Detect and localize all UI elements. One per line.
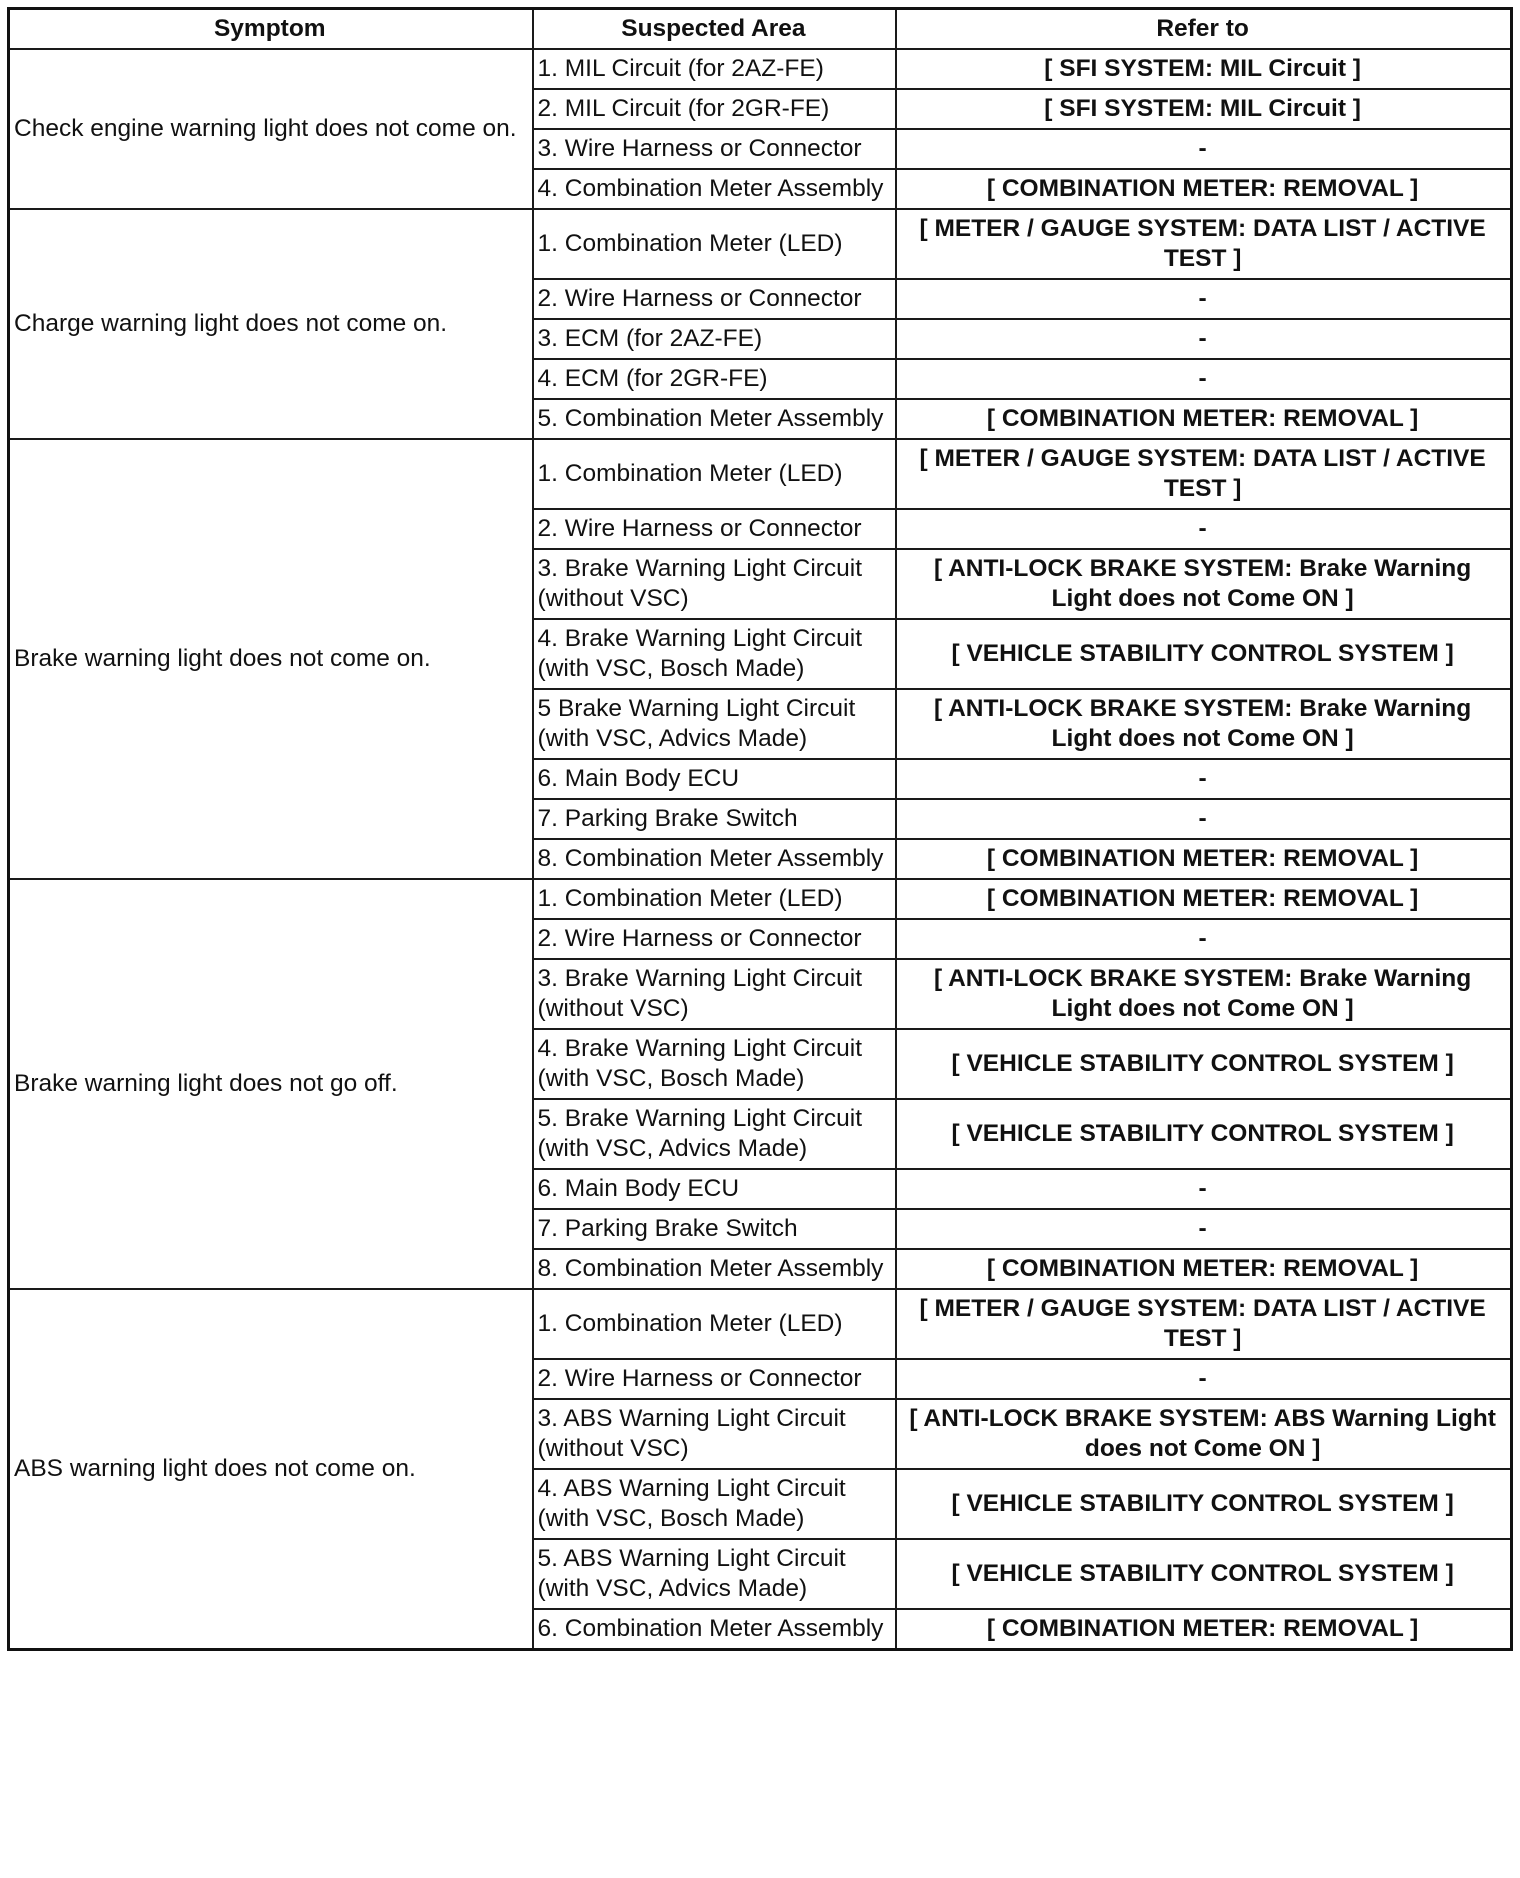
symptom-cell: Brake warning light does not go off. xyxy=(9,879,533,1289)
table-row xyxy=(9,49,1512,89)
suspected-area-cell: 2. Wire Harness or Connector xyxy=(533,279,897,319)
suspected-area-cell: 3. Brake Warning Light Circuit (without VSC) xyxy=(533,549,897,619)
suspected-area-cell: 1. Combination Meter (LED) xyxy=(533,1289,897,1359)
suspected-area-cell: 7. Parking Brake Switch xyxy=(533,799,897,839)
refer-to-cell: [ COMBINATION METER: REMOVAL ] xyxy=(896,1609,1511,1650)
table-body xyxy=(9,49,1512,1650)
refer-to-cell: [ COMBINATION METER: REMOVAL ] xyxy=(896,169,1511,209)
refer-to-cell: [ METER / GAUGE SYSTEM: DATA LIST / ACTIVE TEST ] xyxy=(896,439,1511,509)
suspected-area-cell: 4. Brake Warning Light Circuit (with VSC, Bosch Made) xyxy=(533,1029,897,1099)
refer-to-cell: - xyxy=(896,799,1511,839)
table-container xyxy=(7,7,1513,1651)
refer-to-cell: [ ANTI-LOCK BRAKE SYSTEM: Brake Warning Light does not Come ON ] xyxy=(896,959,1511,1029)
suspected-area-cell: 7. Parking Brake Switch xyxy=(533,1209,897,1249)
refer-to-cell: [ COMBINATION METER: REMOVAL ] xyxy=(896,1249,1511,1289)
table-row xyxy=(9,1289,1512,1359)
suspected-area-cell: 2. Wire Harness or Connector xyxy=(533,509,897,549)
refer-to-cell: - xyxy=(896,919,1511,959)
suspected-area-cell: 1. Combination Meter (LED) xyxy=(533,439,897,509)
refer-to-cell: - xyxy=(896,319,1511,359)
header-refer-to: Refer to xyxy=(896,9,1511,50)
refer-to-cell: [ ANTI-LOCK BRAKE SYSTEM: Brake Warning Light does not Come ON ] xyxy=(896,689,1511,759)
header-row xyxy=(9,9,1512,50)
refer-to-cell: [ VEHICLE STABILITY CONTROL SYSTEM ] xyxy=(896,1099,1511,1169)
refer-to-cell: [ VEHICLE STABILITY CONTROL SYSTEM ] xyxy=(896,619,1511,689)
refer-to-cell: [ METER / GAUGE SYSTEM: DATA LIST / ACTIVE TEST ] xyxy=(896,1289,1511,1359)
refer-to-cell: [ VEHICLE STABILITY CONTROL SYSTEM ] xyxy=(896,1029,1511,1099)
suspected-area-cell: 5. ABS Warning Light Circuit (with VSC, Advics Made) xyxy=(533,1539,897,1609)
suspected-area-cell: 4. Brake Warning Light Circuit (with VSC, Bosch Made) xyxy=(533,619,897,689)
refer-to-cell: - xyxy=(896,359,1511,399)
header-suspected-area: Suspected Area xyxy=(533,9,897,50)
refer-to-cell: [ COMBINATION METER: REMOVAL ] xyxy=(896,879,1511,919)
suspected-area-cell: 6. Main Body ECU xyxy=(533,1169,897,1209)
refer-to-cell: [ VEHICLE STABILITY CONTROL SYSTEM ] xyxy=(896,1539,1511,1609)
suspected-area-cell: 1. MIL Circuit (for 2AZ-FE) xyxy=(533,49,897,89)
refer-to-cell: [ COMBINATION METER: REMOVAL ] xyxy=(896,839,1511,879)
troubleshooting-table xyxy=(7,7,1513,1651)
suspected-area-cell: 2. Wire Harness or Connector xyxy=(533,919,897,959)
suspected-area-cell: 2. MIL Circuit (for 2GR-FE) xyxy=(533,89,897,129)
refer-to-cell: [ COMBINATION METER: REMOVAL ] xyxy=(896,399,1511,439)
suspected-area-cell: 4. ECM (for 2GR-FE) xyxy=(533,359,897,399)
suspected-area-cell: 8. Combination Meter Assembly xyxy=(533,839,897,879)
suspected-area-cell: 6. Combination Meter Assembly xyxy=(533,1609,897,1650)
suspected-area-cell: 5 Brake Warning Light Circuit (with VSC, Advics Made) xyxy=(533,689,897,759)
suspected-area-cell: 5. Combination Meter Assembly xyxy=(533,399,897,439)
header-symptom: Symptom xyxy=(9,9,533,50)
suspected-area-cell: 8. Combination Meter Assembly xyxy=(533,1249,897,1289)
table-row xyxy=(9,209,1512,279)
refer-to-cell: [ SFI SYSTEM: MIL Circuit ] xyxy=(896,49,1511,89)
refer-to-cell: [ SFI SYSTEM: MIL Circuit ] xyxy=(896,89,1511,129)
refer-to-cell: - xyxy=(896,509,1511,549)
table-row xyxy=(9,879,1512,919)
refer-to-cell: - xyxy=(896,1169,1511,1209)
suspected-area-cell: 4. Combination Meter Assembly xyxy=(533,169,897,209)
suspected-area-cell: 6. Main Body ECU xyxy=(533,759,897,799)
suspected-area-cell: 1. Combination Meter (LED) xyxy=(533,209,897,279)
symptom-cell: ABS warning light does not come on. xyxy=(9,1289,533,1650)
table-row xyxy=(9,439,1512,509)
suspected-area-cell: 4. ABS Warning Light Circuit (with VSC, Bosch Made) xyxy=(533,1469,897,1539)
suspected-area-cell: 3. ABS Warning Light Circuit (without VSC) xyxy=(533,1399,897,1469)
refer-to-cell: - xyxy=(896,129,1511,169)
symptom-cell: Check engine warning light does not come on. xyxy=(9,49,533,209)
refer-to-cell: - xyxy=(896,1209,1511,1249)
symptom-cell: Brake warning light does not come on. xyxy=(9,439,533,879)
refer-to-cell: [ VEHICLE STABILITY CONTROL SYSTEM ] xyxy=(896,1469,1511,1539)
refer-to-cell: - xyxy=(896,1359,1511,1399)
refer-to-cell: - xyxy=(896,759,1511,799)
refer-to-cell: [ ANTI-LOCK BRAKE SYSTEM: ABS Warning Light does not Come ON ] xyxy=(896,1399,1511,1469)
suspected-area-cell: 3. Brake Warning Light Circuit (without VSC) xyxy=(533,959,897,1029)
suspected-area-cell: 1. Combination Meter (LED) xyxy=(533,879,897,919)
refer-to-cell: [ METER / GAUGE SYSTEM: DATA LIST / ACTIVE TEST ] xyxy=(896,209,1511,279)
suspected-area-cell: 3. ECM (for 2AZ-FE) xyxy=(533,319,897,359)
suspected-area-cell: 5. Brake Warning Light Circuit (with VSC, Advics Made) xyxy=(533,1099,897,1169)
symptom-cell: Charge warning light does not come on. xyxy=(9,209,533,439)
refer-to-cell: - xyxy=(896,279,1511,319)
refer-to-cell: [ ANTI-LOCK BRAKE SYSTEM: Brake Warning Light does not Come ON ] xyxy=(896,549,1511,619)
suspected-area-cell: 3. Wire Harness or Connector xyxy=(533,129,897,169)
suspected-area-cell: 2. Wire Harness or Connector xyxy=(533,1359,897,1399)
